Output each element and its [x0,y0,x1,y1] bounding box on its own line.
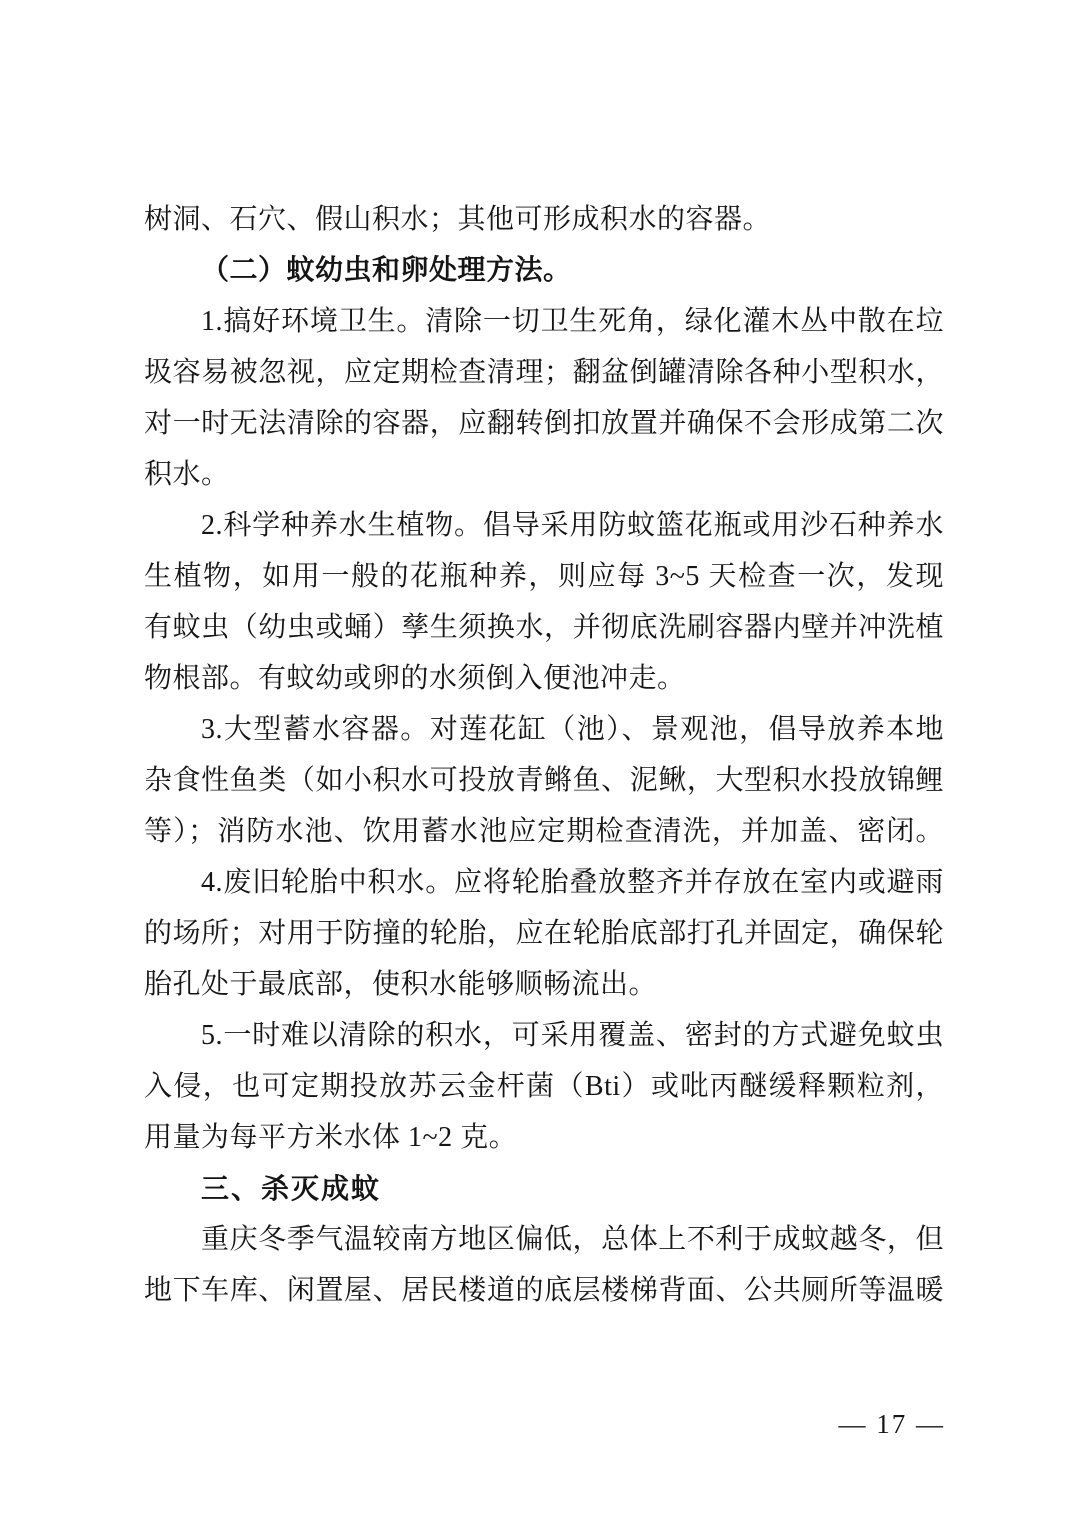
text-line: 生植物，如用一般的花瓶种养，则应每 3~5 天检查一次，发现 [144,561,944,592]
section-heading-2: （二）蚊幼虫和卵处理方法。 [201,255,572,286]
text-line: 重庆冬季气温较南方地区偏低，总体上不利于成蚊越冬，但 [201,1224,944,1255]
text-line: 有蚊虫（幼虫或蛹）孳生须换水，并彻底洗刷容器内壁并冲洗植 [144,612,944,643]
text-line: 胎孔处于最底部，使积水能够顺畅流出。 [144,969,658,1000]
text-line: 杂食性鱼类（如小积水可投放青鳉鱼、泥鳅，大型积水投放锦鲤 [144,765,944,796]
text-line: 1.搞好环境卫生。清除一切卫生死角，绿化灌木丛中散在垃 [201,306,944,337]
page-number: — 17 — [838,1409,945,1439]
text-line: 入侵，也可定期投放苏云金杆菌（Bti）或吡丙醚缓释颗粒剂， [144,1071,944,1102]
text-content [144,194,944,1316]
text-line: 圾容易被忽视，应定期检查清理；翻盆倒罐清除各种小型积水， [144,357,944,388]
text-line: 2.科学种养水生植物。倡导采用防蚊篮花瓶或用沙石种养水 [201,510,944,541]
text-line: 5.一时难以清除的积水，可采用覆盖、密封的方式避免蚊虫 [201,1020,944,1051]
text-line: 用量为每平方米水体 1~2 克。 [144,1122,518,1153]
text-line: 地下车库、闲置屋、居民楼道的底层楼梯背面、公共厕所等温暖 [144,1275,944,1306]
text-line: 对一时无法清除的容器，应翻转倒扣放置并确保不会形成第二次 [144,408,944,439]
text-line: 等）；消防水池、饮用蓄水池应定期检查清洗，并加盖、密闭。 [144,816,944,847]
section-heading-3: 三、杀灭成蚊 [201,1173,382,1204]
text-line: 3.大型蓄水容器。对莲花缸（池）、景观池，倡导放养本地 [201,714,944,745]
text-line: 积水。 [144,459,230,490]
text-line: 树洞、石穴、假山积水；其他可形成积水的容器。 [144,204,772,235]
text-line: 的场所；对用于防撞的轮胎，应在轮胎底部打孔并固定，确保轮 [144,918,944,949]
text-line: 4.废旧轮胎中积水。应将轮胎叠放整齐并存放在室内或避雨 [201,867,944,898]
text-line: 物根部。有蚊幼或卵的水须倒入便池冲走。 [144,663,686,694]
